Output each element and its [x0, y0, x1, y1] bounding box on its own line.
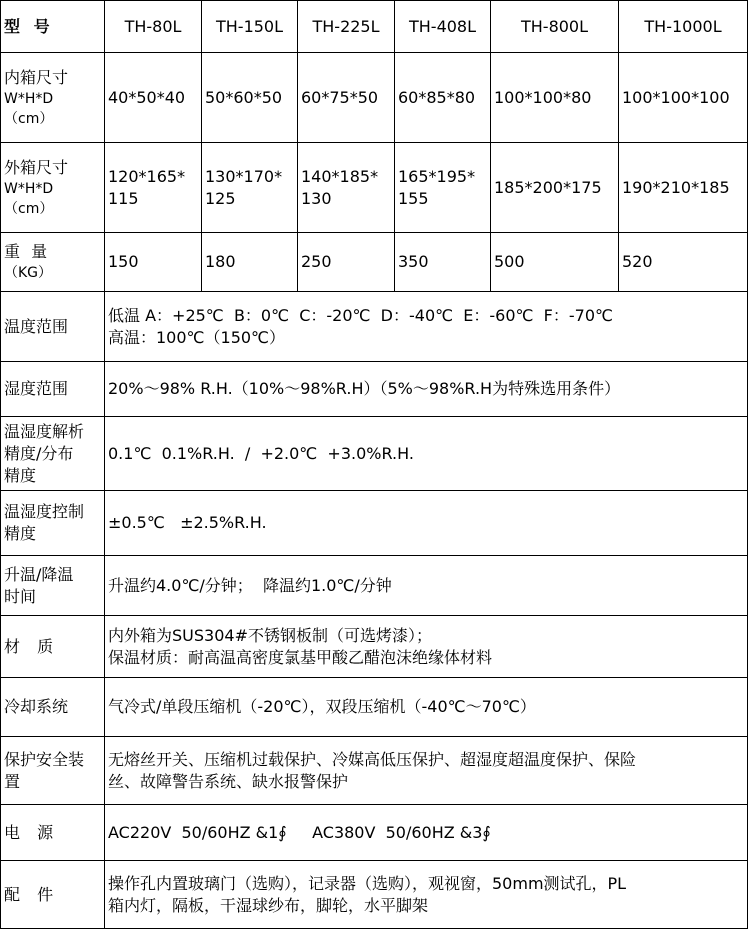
label-line: 温湿度解析 — [4, 421, 85, 441]
temp-range-row — [1, 292, 748, 362]
temp-range-label: 温度范围 — [1, 292, 105, 362]
value-line: 无熔丝开关、压缩机过载保护、冷媒高低压保护、超湿度超温度保护、保险 — [108, 749, 637, 769]
value-line: 130 — [301, 188, 332, 208]
value-line: 140*185* — [301, 166, 379, 186]
value-line: 保温材质：耐高温高密度氯基甲酸乙醋泡沫绝缘体材料 — [108, 647, 493, 667]
weight-value: 180 — [202, 233, 298, 292]
humidity-range-row — [1, 362, 748, 417]
value-line: 120*165* — [108, 166, 186, 186]
resolution-row — [1, 417, 748, 491]
value-line: 内外箱为SUS304#不锈钢板制（可选烤漆）； — [108, 625, 432, 645]
weight-label — [1, 233, 105, 292]
weight-row — [1, 233, 748, 292]
value-line: 操作孔内置玻璃门（选购），记录器（选购），观视窗，50mm测试孔，PL — [108, 873, 627, 893]
value-line: 185*200*175 — [494, 177, 602, 197]
value-line: 130*170* — [205, 166, 283, 186]
label-line: 置 — [4, 771, 21, 791]
label-line: 精度/分布 — [4, 443, 74, 463]
inner-size-row — [1, 53, 748, 143]
value-line: AC220V 50/60HZ &1∮ AC380V 50/60HZ &3∮ — [108, 822, 491, 842]
weight-value: 350 — [395, 233, 491, 292]
value-line: 高温：100℃（150℃） — [108, 327, 286, 347]
inner-size-value — [105, 53, 202, 143]
label-line: （cm） — [4, 110, 54, 127]
outer-size-value — [491, 143, 619, 233]
value-line: 155 — [398, 188, 429, 208]
outer-size-value — [202, 143, 298, 233]
inner-size-label — [1, 53, 105, 143]
value-line: 100*100*100 — [622, 87, 730, 107]
value-line: 60*85*80 — [398, 87, 476, 107]
label-line: 外箱尺寸 — [4, 157, 69, 177]
power-label: 电 源 — [1, 805, 105, 861]
control-value — [105, 491, 748, 556]
protection-label — [1, 737, 105, 805]
model-header: TH-150L — [202, 1, 298, 53]
power-value — [105, 805, 748, 861]
humidity-range-label: 湿度范围 — [1, 362, 105, 417]
weight-value: 150 — [105, 233, 202, 292]
label-line: （cm） — [4, 200, 54, 217]
label-line: 内箱尺寸 — [4, 67, 69, 87]
humidity-range-value — [105, 362, 748, 417]
model-header: TH-408L — [395, 1, 491, 53]
protection-row — [1, 737, 748, 805]
material-value — [105, 616, 748, 678]
label-line: 升温/降温 — [4, 564, 74, 584]
material-row — [1, 616, 748, 678]
value-line: 50*60*50 — [205, 87, 283, 107]
label-line: 保护安全装 — [4, 749, 85, 769]
accessories-label: 配 件 — [1, 861, 105, 929]
model-header: TH-1000L — [619, 1, 748, 53]
accessories-value — [105, 861, 748, 929]
inner-size-value — [202, 53, 298, 143]
model-header: TH-80L — [105, 1, 202, 53]
rate-value — [105, 556, 748, 616]
value-line: 60*75*50 — [301, 87, 379, 107]
protection-value — [105, 737, 748, 805]
value-line: 115 — [108, 188, 139, 208]
cooling-value — [105, 678, 748, 737]
control-label — [1, 491, 105, 556]
control-row — [1, 491, 748, 556]
accessories-row — [1, 861, 748, 929]
value-line: 丝、故障警告系统、缺水报警保护 — [108, 771, 349, 791]
model-header: TH-225L — [298, 1, 395, 53]
inner-size-value — [298, 53, 395, 143]
weight-value: 500 — [491, 233, 619, 292]
material-label: 材 质 — [1, 616, 105, 678]
value-line: 20%～98% R.H.（10%～98%R.H）（5%～98%R.H为特殊选用条件） — [108, 379, 621, 398]
inner-size-value — [619, 53, 748, 143]
value-line: 190*210*185 — [622, 177, 730, 197]
label-line: 精度 — [4, 524, 37, 543]
value-line: 125 — [205, 188, 236, 208]
label-line: W*H*D — [4, 90, 54, 107]
resolution-value — [105, 417, 748, 491]
value-line: ±0.5℃ ±2.5%R.H. — [108, 513, 267, 532]
value-line: 0.1℃ 0.1%R.H. / +2.0℃ +3.0%R.H. — [108, 443, 414, 463]
resolution-label — [1, 417, 105, 491]
outer-size-value — [395, 143, 491, 233]
temp-range-value — [105, 292, 748, 362]
value-line: 箱内灯，隔板，干湿球纱布，脚轮，水平脚架 — [108, 895, 429, 915]
outer-size-value — [298, 143, 395, 233]
outer-size-value — [105, 143, 202, 233]
outer-size-row — [1, 143, 748, 233]
label-line: 精度 — [4, 465, 37, 485]
inner-size-value — [395, 53, 491, 143]
weight-value: 520 — [619, 233, 748, 292]
cooling-row — [1, 678, 748, 737]
label-line: （KG） — [4, 265, 53, 281]
label-line: 重 量 — [4, 242, 51, 261]
weight-value: 250 — [298, 233, 395, 292]
value-line: 40*50*40 — [108, 87, 186, 107]
value-line: 升温约4.0℃/分钟； 降温约1.0℃/分钟 — [108, 575, 392, 595]
label-line: W*H*D — [4, 180, 54, 197]
outer-size-label — [1, 143, 105, 233]
value-line: 100*100*80 — [494, 87, 592, 107]
value-line: 气冷式/单段压缩机（-20℃），双段压缩机（-40℃～70℃） — [108, 697, 536, 716]
value-line: 低温 A：+25℃ B：0℃ C：-20℃ D：-40℃ E：-60℃ F：-70℃ — [108, 305, 613, 325]
model-header-label: 型 号 — [1, 1, 105, 53]
value-line: 165*195* — [398, 166, 476, 186]
label-line: 温湿度控制 — [4, 502, 85, 521]
cooling-label: 冷却系统 — [1, 678, 105, 737]
rate-label — [1, 556, 105, 616]
power-row — [1, 805, 748, 861]
model-header: TH-800L — [491, 1, 619, 53]
inner-size-value — [491, 53, 619, 143]
rate-row — [1, 556, 748, 616]
label-line: 时间 — [4, 586, 37, 606]
outer-size-value — [619, 143, 748, 233]
header-row — [1, 1, 748, 53]
